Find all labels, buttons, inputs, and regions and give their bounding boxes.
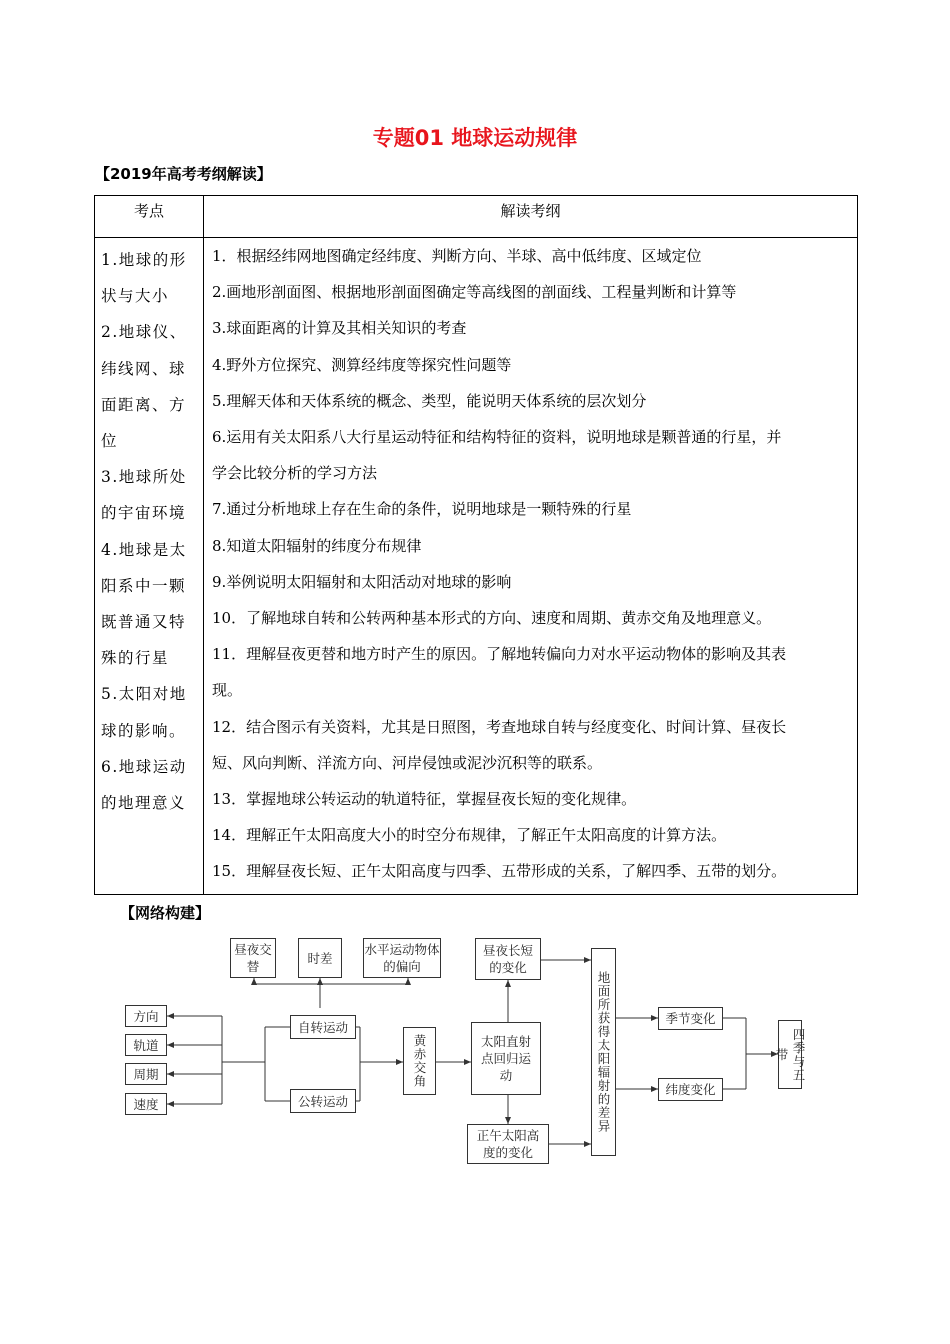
outline-line: 14．理解正午太阳高度大小的时空分布规律，了解正午太阳高度的计算方法。 <box>212 826 727 845</box>
outline-line: 4.野外方位探究、测算经纬度等探究性问题等 <box>212 355 512 374</box>
outline-line: 11．理解昼夜更替和地方时产生的原因。了解地转偏向力对水平运动物体的影响及其表 <box>212 645 787 664</box>
box-subsolar-migration: 太阳直射点回归运动 <box>471 1022 541 1095</box>
point-line: 1.地球的形 <box>101 251 187 269</box>
outline-line: 15．理解昼夜长短、正午太阳高度与四季、五带形成的关系，了解四季、五带的划分。 <box>212 862 787 881</box>
box-obliquity: 黄赤交角 <box>403 1027 436 1095</box>
point-line: 的地理意义 <box>101 794 187 813</box>
outline-line: 10．了解地球自转和公转两种基本形式的方向、速度和周期、黄赤交角及地理意义。 <box>212 609 772 628</box>
box-revolution: 公转运动 <box>290 1089 356 1113</box>
outline-line: 8.知道太阳辐射的纬度分布规律 <box>212 536 422 555</box>
outline-line: 学会比较分析的学习方法 <box>212 464 378 483</box>
box-direction: 方向 <box>125 1005 167 1027</box>
outline-line: 6.运用有关太阳系八大行星运动特征和结构特征的资料，说明地球是颗普通的行星，并 <box>212 428 782 447</box>
box-orbit: 轨道 <box>125 1034 167 1056</box>
box-noon-altitude-change: 正午太阳高度的变化 <box>467 1124 549 1164</box>
outline-line: 短、风向判断、洋流方向、河岸侵蚀或泥沙沉积等的联系。 <box>212 753 603 772</box>
point-line: 既普通又特 <box>101 613 187 632</box>
outline-line: 1．根据经纬网地图确定经纬度、判断方向、半球、高中低纬度、区域定位 <box>212 247 702 265</box>
box-speed: 速度 <box>125 1093 167 1115</box>
box-latitude-change: 纬度变化 <box>658 1078 723 1101</box>
point-line: 阳系中一颗 <box>101 576 187 595</box>
point-line: 5.太阳对地 <box>101 685 187 704</box>
outline-line: 3.球面距离的计算及其相关知识的考查 <box>212 319 467 338</box>
outline-line: 13．掌握地球公转运动的轨道特征，掌握昼夜长短的变化规律。 <box>212 790 637 809</box>
outline-line: 7.通过分析地球上存在生命的条件，说明地球是一颗特殊的行星 <box>212 500 632 519</box>
point-line: 2.地球仪、 <box>101 323 187 342</box>
box-horizontal-deflection: 水平运动物体的偏向 <box>363 938 441 978</box>
point-line: 6.地球运动 <box>101 757 187 776</box>
point-line: 4.地球是太 <box>101 540 187 559</box>
box-day-night-alternation: 昼夜交替 <box>230 938 276 978</box>
point-line: 状与大小 <box>101 287 170 306</box>
page-title: 专题01 地球运动规律 <box>372 126 578 150</box>
box-rotation: 自转运动 <box>290 1015 356 1039</box>
box-radiation-difference: 地面所获得太阳辐射的差异 <box>591 948 616 1156</box>
point-line: 殊的行星 <box>101 649 170 668</box>
header-points: 考点 <box>95 196 204 238</box>
syllabus-heading: 【2019年高考考纲解读】 <box>95 165 272 183</box>
point-line: 位 <box>101 432 119 451</box>
header-outline: 解读考纲 <box>204 196 858 238</box>
point-line: 的宇宙环境 <box>101 504 187 523</box>
point-line: 3.地球所处 <box>101 468 187 487</box>
box-time-difference: 时差 <box>298 938 342 978</box>
box-seasons-and-zones: 四季与五带 <box>778 1020 802 1089</box>
box-period: 周期 <box>125 1063 167 1085</box>
outline-line: 12．结合图示有关资料，尤其是日照图，考查地球自转与经度变化、时间计算、昼夜长 <box>212 717 787 736</box>
box-day-length-change: 昼夜长短的变化 <box>475 938 541 980</box>
outline-line: 9.举例说明太阳辐射和太阳活动对地球的影响 <box>212 572 512 591</box>
point-line: 纬线网、球 <box>101 359 187 378</box>
network-heading: 【网络构建】 <box>120 904 211 922</box>
box-season-change: 季节变化 <box>658 1007 723 1030</box>
outline-line: 2.画地形剖面图、根据地形剖面图确定等高线图的剖面线、工程量判断和计算等 <box>212 283 737 302</box>
point-line: 球的影响。 <box>101 721 187 740</box>
outline-line: 现。 <box>212 681 243 700</box>
outline-line: 5.理解天体和天体系统的概念、类型，能说明天体系统的层次划分 <box>212 391 647 410</box>
point-line: 面距离、方 <box>101 395 187 414</box>
